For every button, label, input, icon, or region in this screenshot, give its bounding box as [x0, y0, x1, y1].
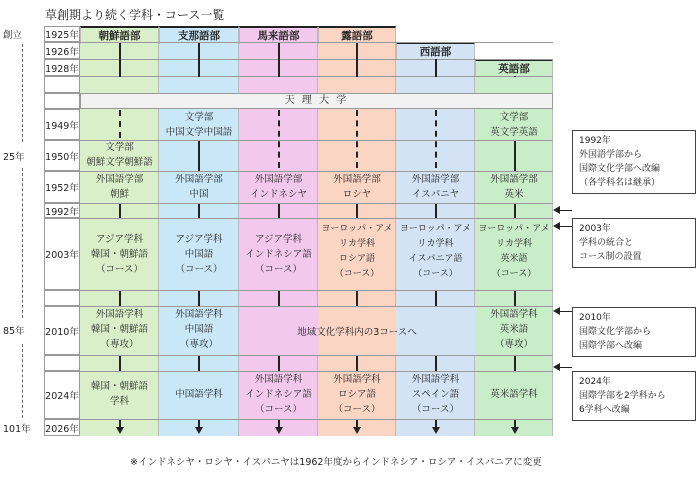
- cell-2010-merged: 地域文化学科内の3コースへ: [297, 326, 417, 338]
- year-1992: 1992年: [44, 203, 80, 218]
- line-1992: [356, 204, 358, 218]
- note-arrow-line: [558, 210, 572, 211]
- cell-2024-chinese: 中国語学科: [175, 389, 223, 400]
- cell-2024-spanish: 外国語学科 スペイン語 （コース）: [411, 374, 460, 415]
- cell-2024-english: 英米語学科: [490, 389, 538, 400]
- year-gap: [44, 290, 80, 306]
- year-1925: 1925年: [44, 26, 80, 42]
- line-2010: [278, 356, 280, 371]
- line-2003: [119, 291, 121, 306]
- arrow-2026-head: [432, 427, 440, 434]
- year-gap: [44, 355, 80, 371]
- line-2003: [435, 291, 437, 306]
- line-2003: [278, 291, 280, 306]
- note-arrow-tip: [553, 222, 560, 230]
- header-russian: 露語部: [318, 26, 396, 44]
- line-2010: [514, 356, 516, 371]
- line-2003: [198, 291, 200, 306]
- note-2010: 2010年 国際文化学部から 国際学部へ改編: [572, 307, 696, 357]
- year-1926: 1926年: [44, 42, 80, 59]
- line-1992: [198, 204, 200, 218]
- line-1992: [514, 204, 516, 218]
- cell-2024-indonesian: 外国語学科 インドネシア語 （コース）: [245, 374, 312, 415]
- year-1928: 1928年: [44, 59, 80, 76]
- note-2003: 2003年 学科の統合と コース制の設置: [572, 218, 696, 268]
- dash-spanish: [435, 110, 437, 168]
- arrow-2026-head: [353, 427, 361, 434]
- year-2010: 2010年: [44, 306, 80, 355]
- line-english-1949: [514, 141, 516, 171]
- cell-2010-english: 外国語学科 英米語 （専攻）: [490, 309, 538, 350]
- line-2003: [356, 291, 358, 306]
- line-2010: [119, 356, 121, 371]
- note-arrow-line: [558, 226, 572, 227]
- timeline-dash: [22, 44, 23, 142]
- line-2003: [514, 291, 516, 306]
- header-spanish: 西語部: [396, 42, 475, 60]
- cell-2003-korean: アジア学科 韓国・朝鮮語 （コース）: [90, 234, 148, 275]
- line-1992: [278, 204, 280, 218]
- cell-2003-russian: ヨーロッパ・アメ リカ学科 ロシア語 （コース）: [321, 224, 393, 279]
- note-arrow-tip: [553, 206, 560, 214]
- cell-1952-chinese: 外国語学部 中国: [175, 174, 223, 200]
- cell-1952-korean: 外国語学部 朝鮮: [95, 174, 144, 200]
- cell-2003-chinese: アジア学科 中国語 （コース）: [175, 234, 223, 275]
- column-bg-shina: [159, 26, 239, 436]
- note-arrow-tip: [553, 363, 560, 371]
- cell-2003-english: ヨーロッパ・アメ リカ学科 英米語 （コース）: [478, 224, 550, 279]
- line-2010: [356, 356, 358, 371]
- cell-1952-english: 外国語学部 英米: [490, 174, 538, 200]
- cell-1952-spanish: 外国語学部 イスパニヤ: [411, 174, 460, 200]
- year-2026: 2026年: [44, 419, 80, 436]
- line-english-early: [514, 76, 516, 77]
- cell-2010-korean: 外国語学科 韓国・朝鮮語 （専攻）: [90, 309, 148, 350]
- line-russian-early: [356, 43, 358, 77]
- dash-malay: [278, 110, 280, 168]
- line-chosen-early: [119, 43, 121, 77]
- arrow-2026-head: [116, 427, 124, 434]
- dash-chosen: [119, 110, 121, 138]
- label-101: 101年: [3, 424, 31, 435]
- cell-2010-chinese: 外国語学科 中国語 （専攻）: [175, 309, 223, 350]
- label-25: 25年: [3, 152, 25, 163]
- year-gap: [44, 93, 80, 109]
- arrow-2026-head: [195, 427, 203, 434]
- timeline-dash: [22, 168, 23, 318]
- cell-2024-korean: 韓国・朝鮮語 学科: [90, 381, 148, 407]
- cell-2003-indonesian: アジア学科 インドネシア語 （コース）: [245, 234, 312, 275]
- year-gap: [44, 76, 80, 93]
- line-shina-early: [198, 43, 200, 77]
- header-english: 英語部: [475, 59, 553, 77]
- cell-2003-spanish: ヨーロッパ・アメ リカ学科 イスパニア語 （コース）: [399, 224, 472, 279]
- arrow-2026-head: [511, 427, 519, 434]
- timeline-dash: [22, 344, 23, 418]
- dash-russian: [356, 110, 358, 168]
- year-2024: 2024年: [44, 371, 80, 419]
- header-chosen: 朝鮮語部: [80, 26, 159, 44]
- cell-1949-english: 文学部 英文学英語: [490, 112, 538, 138]
- arrow-2026-head: [275, 427, 283, 434]
- line-1992: [435, 204, 437, 218]
- cell-2024-russian: 外国語学科 ロシア語 （コース）: [333, 374, 381, 415]
- year-2003: 2003年: [44, 218, 80, 290]
- cell-1952-russian: 外国語学部 ロシヤ: [333, 174, 381, 200]
- note-arrow-line: [558, 367, 572, 368]
- year-1952: 1952年: [44, 171, 80, 203]
- cell-1949-chinese: 文学部 中国文学中国語: [165, 112, 233, 138]
- note-arrow-line: [558, 311, 572, 312]
- cell-1950-korean: 文学部 朝鮮文学朝鮮語: [86, 142, 153, 168]
- year-1949: 1949年: [44, 109, 80, 140]
- note-arrow-tip: [553, 307, 560, 315]
- line-shina-1949: [198, 141, 200, 171]
- year-1950: 1950年: [44, 140, 80, 171]
- label-founding: 創立: [3, 30, 23, 41]
- line-malay-early: [278, 43, 280, 77]
- footnote: ※インドネシヤ・ロシヤ・イスパニヤは1962年度からインドネシア・ロシア・イスパニアに変更: [130, 457, 542, 468]
- page-title: 草創期より続く学科・コース一覧: [45, 8, 225, 22]
- line-2010: [198, 356, 200, 371]
- note-1992: 1992年 外国語学部から 国際文化学部へ改編 （各学科名は継承）: [572, 130, 696, 194]
- label-85: 85年: [3, 326, 25, 337]
- line-spanish-early: [435, 59, 437, 77]
- line-1992: [119, 204, 121, 218]
- line-2010: [435, 356, 437, 371]
- row-line: [44, 218, 553, 219]
- tenri-university-bar: 天 理 大 学: [80, 93, 553, 109]
- header-shina: 支那語部: [159, 26, 239, 44]
- header-malay: 馬来語部: [239, 26, 318, 44]
- note-2024: 2024年 国際学部を2学科から 6学科へ改編: [572, 371, 696, 421]
- column-bg-chosen: [80, 26, 159, 436]
- cell-1952-indonesian: 外国語学部 インドネシヤ: [250, 174, 307, 200]
